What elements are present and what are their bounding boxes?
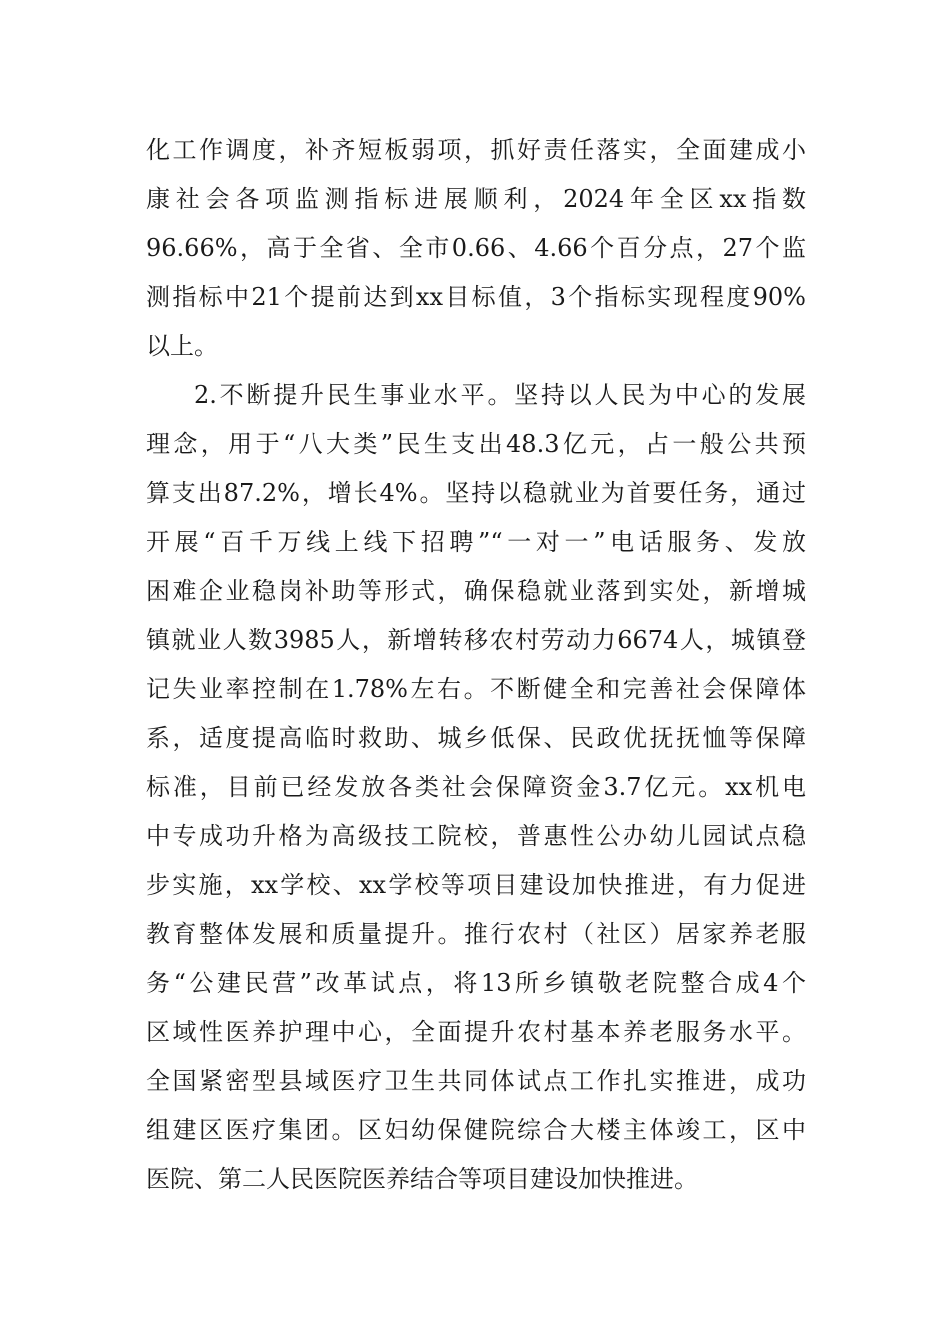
paragraph-2-line-1: 2.不断提升民生事业水平。坚持以人民为中心的发展	[194, 381, 806, 409]
paragraph-1-line-3: 96.66%，高于全省、全市0.66、4.66个百分点，27个监	[146, 234, 806, 262]
paragraph-2-line-6: 镇就业人数3985人，新增转移农村劳动力6674人，城镇登	[146, 626, 806, 654]
paragraph-2-line-11: 步实施，xx学校、xx学校等项目建设加快推进，有力促进	[146, 871, 806, 899]
paragraph-2-line-9: 标准，目前已经发放各类社会保障资金3.7亿元。xx机电	[146, 773, 806, 801]
paragraph-1-line-5: 以上。	[146, 332, 218, 360]
paragraph-1-line-2: 康社会各项监测指标进展顺利，2024年全区xx指数	[146, 185, 806, 213]
paragraph-2-line-17: 医院、第二人民医院医养结合等项目建设加快推进。	[146, 1165, 698, 1193]
paragraph-1-line-4: 测指标中21个提前达到xx目标值，3个指标实现程度90%	[146, 283, 806, 311]
paragraph-2-line-15: 全国紧密型县域医疗卫生共同体试点工作扎实推进，成功	[146, 1067, 806, 1095]
paragraph-1-line-1: 化工作调度，补齐短板弱项，抓好责任落实，全面建成小	[146, 136, 806, 164]
paragraph-2-line-13: 务“公建民营”改革试点，将13所乡镇敬老院整合成4个	[146, 969, 806, 997]
paragraph-2-line-4: 开展“百千万线上线下招聘”“一对一”电话服务、发放	[146, 528, 806, 556]
paragraph-2-line-8: 系，适度提高临时救助、城乡低保、民政优抚抚恤等保障	[146, 724, 806, 752]
paragraph-2-line-3: 算支出87.2%，增长4%。坚持以稳就业为首要任务，通过	[146, 479, 806, 507]
paragraph-2-line-12: 教育整体发展和质量提升。推行农村（社区）居家养老服	[146, 920, 806, 948]
paragraph-2-line-7: 记失业率控制在1.78%左右。不断健全和完善社会保障体	[146, 675, 806, 703]
paragraph-2-line-10: 中专成功升格为高级技工院校，普惠性公办幼儿园试点稳	[146, 822, 806, 850]
paragraph-2-line-5: 困难企业稳岗补助等形式，确保稳就业落到实处，新增城	[146, 577, 806, 605]
paragraph-2-line-2: 理念，用于“八大类”民生支出48.3亿元，占一般公共预	[146, 430, 806, 458]
paragraph-2-line-16: 组建区医疗集团。区妇幼保健院综合大楼主体竣工，区中	[146, 1116, 806, 1144]
paragraph-2-line-14: 区域性医养护理中心，全面提升农村基本养老服务水平。	[146, 1018, 806, 1046]
document-body	[146, 126, 806, 1204]
